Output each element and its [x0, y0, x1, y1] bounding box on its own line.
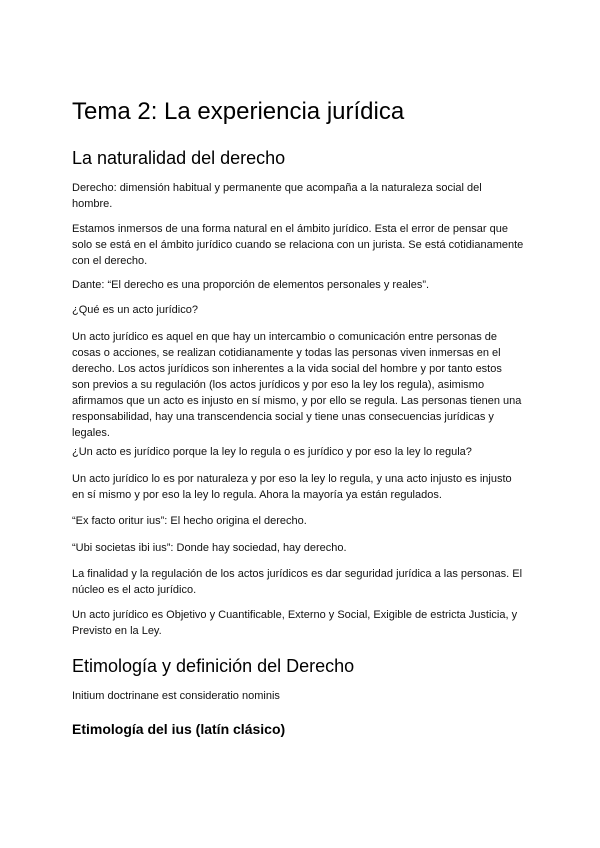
- text-line: hombre.: [72, 198, 113, 210]
- text-line: Estamos inmersos de una forma natural en el ámbito jurídico. Esta el error de pensar que: [72, 223, 508, 235]
- paragraph-naturaleza: [72, 471, 534, 503]
- text-line: “Ex facto oritur ius”: El hecho origina el derecho.: [72, 515, 307, 527]
- paragraph-caracteristicas: [72, 607, 534, 639]
- paragraph-derecho-definicion: [72, 180, 534, 212]
- text-line: cosas o acciones, se realizan cotidianamente y todas las personas viven inmersas en el: [72, 347, 501, 359]
- text-line: derecho. Los actos jurídicos son inherentes a la vida social del hombre y por tanto estos: [72, 363, 502, 375]
- paragraph-acto-juridico: [72, 329, 534, 441]
- text-line: ¿Un acto es jurídico porque la ley lo regula o es jurídico y por eso la ley lo regula?: [72, 446, 472, 458]
- text-line: núcleo es el acto jurídico.: [72, 584, 197, 596]
- document-title: Tema 2: La experiencia jurídica: [72, 98, 405, 125]
- text-line: ¿Qué es un acto jurídico?: [72, 304, 198, 316]
- paragraph-question-acto: [72, 302, 534, 318]
- paragraph-finalidad: [72, 566, 534, 598]
- text-line: Un acto jurídico lo es por naturaleza y por eso la ley lo regula, y una acto injusto es injusto: [72, 473, 512, 485]
- text-line: Previsto en la Ley.: [72, 625, 162, 637]
- text-line: Derecho: dimensión habitual y permanente que acompaña a la naturaleza social del: [72, 182, 482, 194]
- paragraph-ex-facto: [72, 513, 534, 529]
- text-line: Un acto jurídico es Objetivo y Cuantificable, Externo y Social, Exigible de estricta Justicia, y: [72, 609, 518, 621]
- paragraph-inmersos: [72, 221, 534, 269]
- text-line: solo se está en el ámbito jurídico cuando se relaciona con un jurista. Se está cotidianamente: [72, 239, 524, 251]
- text-line: Initium doctrinane est consideratio nominis: [72, 690, 280, 702]
- text-line: con el derecho.: [72, 255, 148, 267]
- subheading-etimologia-ius: Etimología del ius (latín clásico): [72, 721, 286, 737]
- section-heading-etimologia: Etimología y definición del Derecho: [72, 656, 355, 676]
- paragraph-ubi-societas: [72, 540, 534, 556]
- text-line: en sí mismo y por eso la ley lo regula. Ahora la mayoría ya están regulados.: [72, 489, 442, 501]
- text-line: Un acto jurídico es aquel en que hay un intercambio o comunicación entre personas de: [72, 331, 497, 343]
- paragraph-question-ley: [72, 444, 534, 460]
- text-line: son previos a su regulación (los actos jurídicos y por eso la ley los regula), asimismo: [72, 379, 485, 391]
- section-heading-naturalidad: La naturalidad del derecho: [72, 148, 286, 168]
- text-line: responsabilidad, hay una transcendencia social y tiene unas consecuencias jurídicas y: [72, 411, 494, 423]
- paragraph-initium: [72, 688, 534, 704]
- paragraph-dante-quote: [72, 277, 534, 293]
- text-line: legales.: [72, 427, 110, 439]
- text-line: afirmamos que un acto es injusto en sí mismo, y por ello se regula. Las personas tienen una: [72, 395, 522, 407]
- text-line: “Ubi societas ibi ius”: Donde hay sociedad, hay derecho.: [72, 542, 347, 554]
- text-line: La finalidad y la regulación de los actos jurídicos es dar seguridad jurídica a las personas. El: [72, 568, 523, 580]
- text-line: Dante: “El derecho es una proporción de elementos personales y reales”.: [72, 279, 430, 291]
